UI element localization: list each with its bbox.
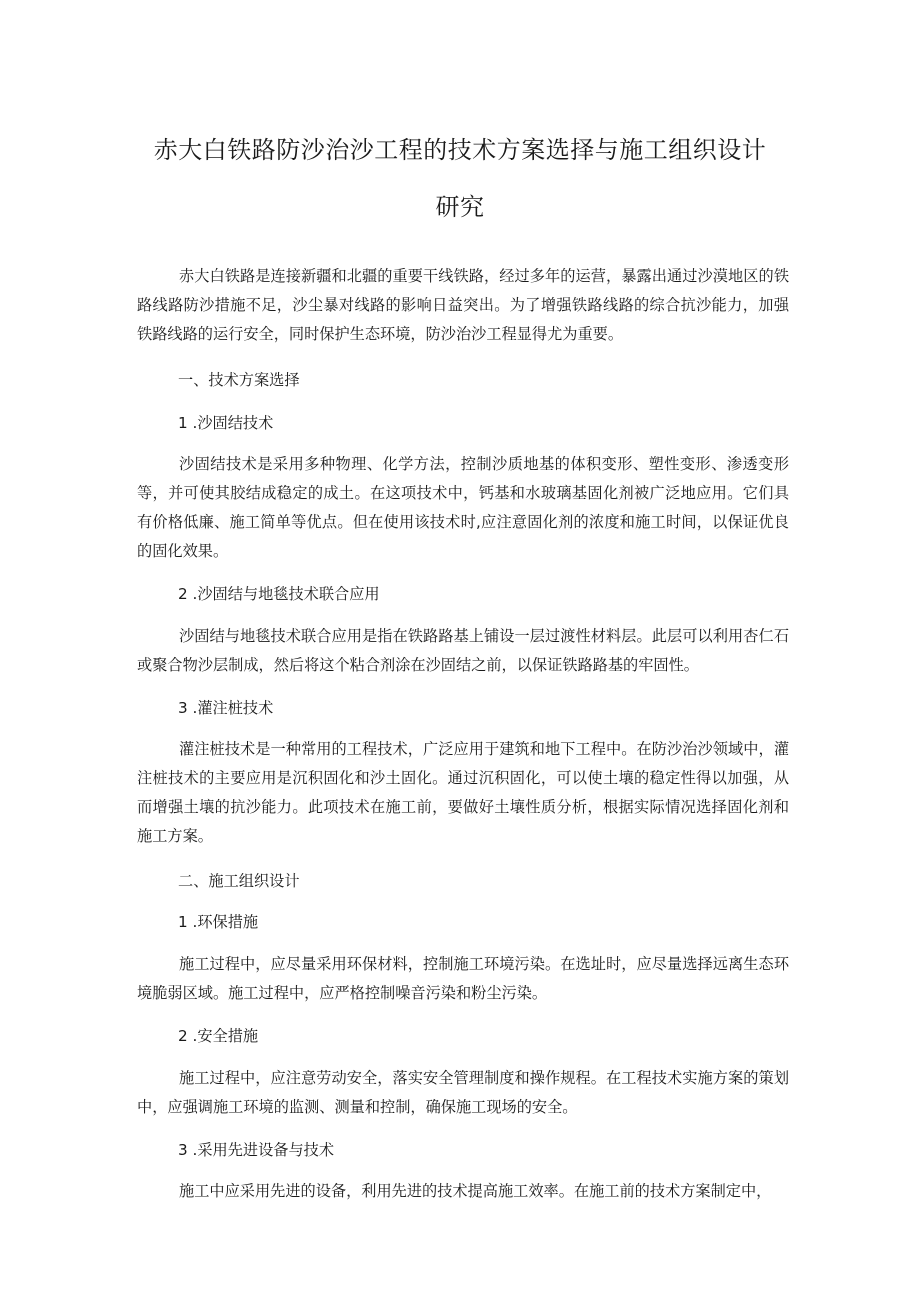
section-2-item-2-paragraph: 施工过程中，应注意劳动安全，落实安全管理制度和操作规程。在工程技术实施方案的策划中，应强调施工环境的监测、测量和控制，确保施工现场的安全。 bbox=[137, 1069, 789, 1116]
document-title-line-2: 研究 bbox=[435, 193, 485, 221]
section-1-heading: 一、技术方案选择 bbox=[178, 371, 300, 389]
section-1-item-3-paragraph: 灌注桩技术是一种常用的工程技术，广泛应用于建筑和地下工程中。在防沙治沙领域中，灌注桩技术的主要应用是沉积固化和沙土固化。通过沉积固化，可以使土壤的稳定性得以加强，从而增强土壤的抗沙能力。此项技术在施工前，要做好土壤性质分析，根据实际情况选择固化剂和施工方案。 bbox=[137, 740, 789, 845]
section-2-item-2-heading: 2 .安全措施 bbox=[178, 1027, 259, 1045]
section-2-heading: 二、施工组织设计 bbox=[178, 872, 300, 890]
section-1-item-1-paragraph: 沙固结技术是采用多种物理、化学方法，控制沙质地基的体积变形、塑性变形、渗透变形等，并可使其胶结成稳定的成土。在这项技术中，钙基和水玻璃基固化剂被广泛地应用。它们具有价格低廉、施工简单等优点。但在使用该技术时,应注意固化剂的浓度和施工时间，以保证优良的固化效果。 bbox=[137, 455, 789, 560]
section-1-item-3-heading: 3 .灌注桩技术 bbox=[178, 699, 274, 717]
section-1-item-2-heading: 2 .沙固结与地毯技术联合应用 bbox=[178, 585, 380, 603]
intro-paragraph: 赤大白铁路是连接新疆和北疆的重要干线铁路，经过多年的运营，暴露出通过沙漠地区的铁路线路防沙措施不足，沙尘暴对线路的影响日益突出。为了增强铁路线路的综合抗沙能力，加强铁路线路的运行安全，同时保护生态环境，防沙治沙工程显得尤为重要。 bbox=[137, 267, 789, 343]
section-2-item-1-heading: 1 .环保措施 bbox=[178, 913, 259, 931]
section-1-item-2-paragraph: 沙固结与地毯技术联合应用是指在铁路路基上铺设一层过渡性材料层。此层可以利用杏仁石或聚合物沙层制成，然后将这个粘合剂涂在沙固结之前，以保证铁路路基的牢固性。 bbox=[137, 627, 789, 674]
document-title-line-1: 赤大白铁路防沙治沙工程的技术方案选择与施工组织设计 bbox=[153, 136, 767, 164]
section-2-item-3-paragraph: 施工中应采用先进的设备，利用先进的技术提高施工效率。在施工前的技术方案制定中， bbox=[179, 1182, 772, 1200]
section-2-item-1-paragraph: 施工过程中，应尽量采用环保材料，控制施工环境污染。在选址时，应尽量选择远离生态环境脆弱区域。施工过程中，应严格控制噪音污染和粉尘污染。 bbox=[137, 955, 789, 1002]
section-1-item-1-heading: 1 .沙固结技术 bbox=[178, 414, 274, 432]
section-2-item-3-heading: 3 .采用先进设备与技术 bbox=[178, 1141, 335, 1159]
